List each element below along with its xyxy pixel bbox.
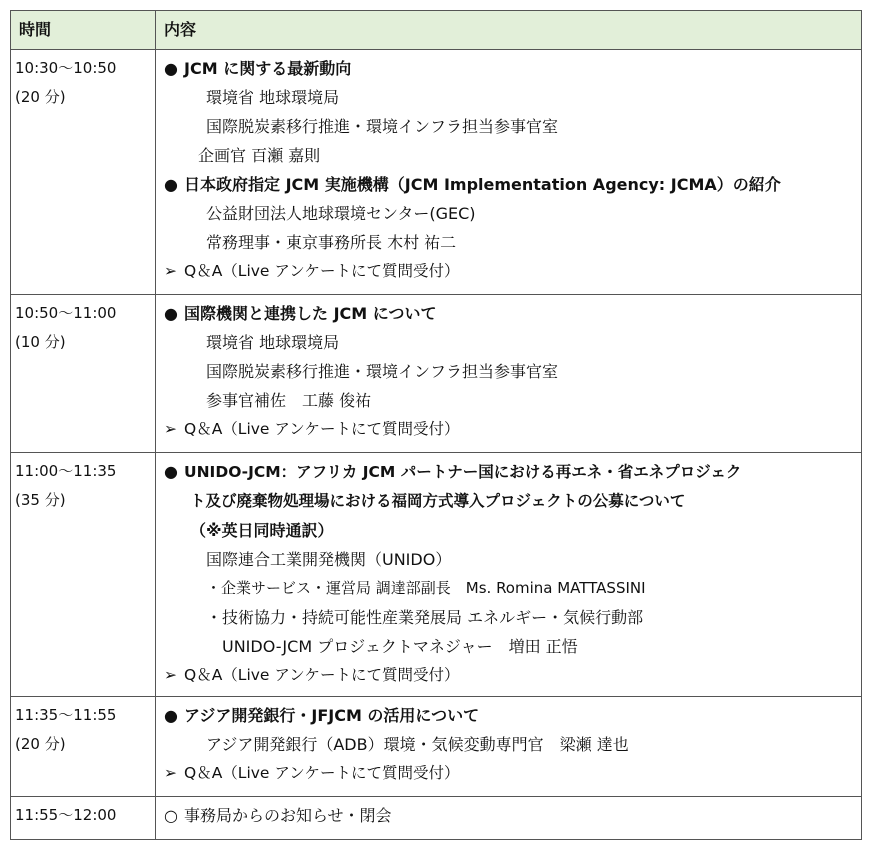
program-table (10, 10, 862, 840)
header-time: 時間 (11, 11, 156, 50)
session-title: ● UNIDO-JCM：アフリカ JCM パートナー国における再エネ・省エネプロジェク (164, 457, 861, 487)
time-cell (11, 797, 156, 840)
speaker-line: 参事官補佐 工藤 俊祐 (206, 391, 372, 410)
time-cell (11, 453, 156, 697)
qa-line: ➢ Q＆A（Live アンケートにて質問受付） (164, 661, 861, 690)
arrow-icon: ➢ (164, 764, 177, 782)
circle-icon: ○ (164, 806, 178, 825)
arrow-icon: ➢ (164, 420, 177, 438)
qa-line: ➢ Q＆A（Live アンケートにて質問受付） (164, 415, 861, 444)
duration: (35 分) (15, 491, 66, 509)
arrow-icon: ➢ (164, 666, 177, 684)
content-cell (156, 797, 862, 840)
speaker-line: アジア開発銀行（ADB）環境・気候変動専門官 梁瀬 達也 (206, 735, 629, 754)
session-title: ● 日本政府指定 JCM 実施機構（JCM Implementation Agency: JCMA）の紹介 (164, 170, 861, 199)
speaker-line: 国際連合工業開発機関（UNIDO） (206, 550, 452, 569)
time-range: 11:35～11:55 (15, 706, 117, 724)
speaker-line: 公益財団法人地球環境センター(GEC) (206, 204, 476, 223)
time-cell (11, 697, 156, 797)
bullet-icon: ● (164, 59, 178, 78)
session-title-cont: （※英日同時通訳） (190, 521, 334, 540)
content-cell (156, 50, 862, 295)
duration: (20 分) (15, 735, 66, 753)
speaker-line: ・企業サービス・運営局 調達部副長 Ms. Romina MATTASSINI (206, 579, 646, 597)
bullet-icon: ● (164, 706, 178, 725)
session-title: ● 国際機関と連携した JCM について (164, 299, 861, 328)
content-cell (156, 295, 862, 453)
table-row (11, 797, 862, 840)
time-range: 11:00～11:35 (15, 462, 117, 480)
speaker-line: ・技術協力・持続可能性産業発展局 エネルギー・気候行動部 (206, 608, 644, 627)
table-row (11, 453, 862, 697)
table-header-row (11, 11, 862, 50)
content-cell (156, 697, 862, 797)
time-range: 11:55～12:00 (15, 806, 117, 824)
table-row (11, 295, 862, 453)
time-range: 10:30～10:50 (15, 59, 117, 77)
speaker-line: 企画官 百瀬 嘉則 (198, 146, 321, 165)
time-cell (11, 50, 156, 295)
duration: (20 分) (15, 88, 66, 106)
time-range: 10:50～11:00 (15, 304, 117, 322)
bullet-icon: ● (164, 462, 178, 481)
table-row (11, 50, 862, 295)
speaker-line: 常務理事・東京事務所長 木村 祐二 (206, 233, 457, 252)
header-content: 内容 (156, 11, 862, 50)
qa-line: ➢ Q＆A（Live アンケートにて質問受付） (164, 257, 861, 286)
session-title: ● アジア開発銀行・JFJCM の活用について (164, 701, 861, 730)
speaker-line: 国際脱炭素移行推進・環境インフラ担当参事官室 (206, 362, 559, 381)
bullet-icon: ● (164, 304, 178, 323)
arrow-icon: ➢ (164, 262, 177, 280)
speaker-line: 環境省 地球環境局 (206, 333, 340, 352)
time-cell (11, 295, 156, 453)
table-row (11, 697, 862, 797)
speaker-line: 環境省 地球環境局 (206, 88, 340, 107)
speaker-line: 国際脱炭素移行推進・環境インフラ担当参事官室 (206, 117, 559, 136)
speaker-line: UNIDO-JCM プロジェクトマネジャー 増田 正悟 (222, 637, 578, 656)
qa-line: ➢ Q＆A（Live アンケートにて質問受付） (164, 759, 861, 788)
content-cell (156, 453, 862, 697)
bullet-icon: ● (164, 175, 178, 194)
closing-line: ○ 事務局からのお知らせ・閉会 (164, 801, 861, 830)
session-title: ● JCM に関する最新動向 (164, 54, 861, 83)
duration: (10 分) (15, 333, 66, 351)
session-title-cont: ト及び廃棄物処理場における福岡方式導入プロジェクトの公募について (190, 492, 686, 510)
